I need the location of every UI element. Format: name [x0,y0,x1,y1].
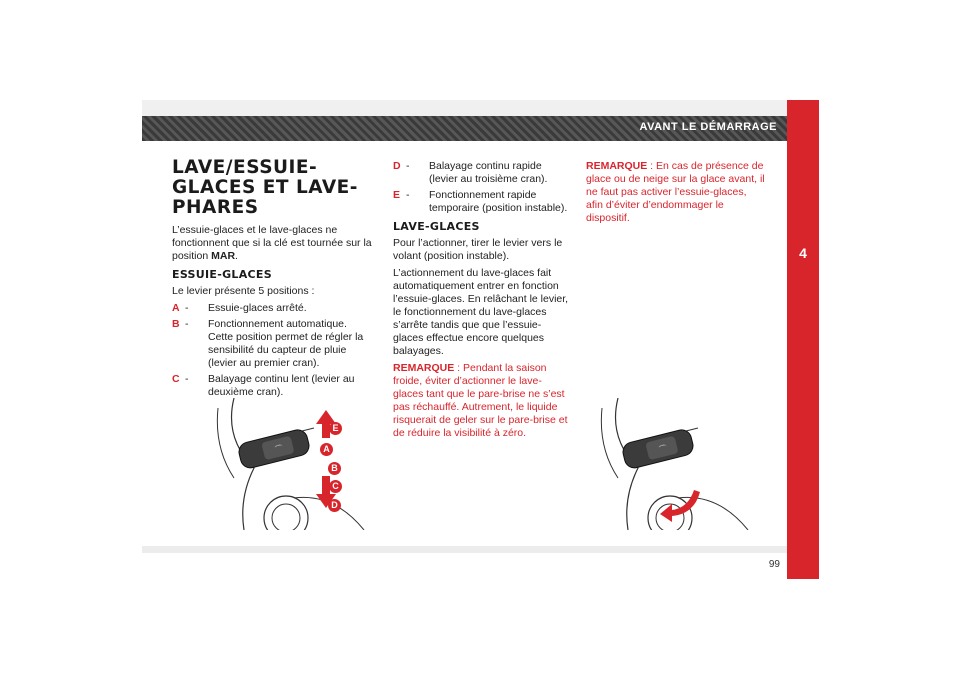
section-heading-washers: LAVE-GLACES [393,220,480,233]
washer-lever-figure [598,398,758,530]
column-2 [393,160,570,444]
footer-band [142,546,787,553]
svg-text:⌒: ⌒ [658,443,669,455]
key-position-mar: MAR [211,250,236,262]
figure-label-c: C [329,480,342,493]
list-item: C - Balayage continu lent (levier au deuxième cran). [172,373,355,398]
chapter-tab [787,100,819,579]
column-3 [586,160,766,229]
washer-para-2: L’actionnement du lave-glaces fait automatiquement entrer en fonction l’essuie-glaces. En relâchant le levier, le fonctionnement du lave-glaces s’arrête tandis que que l’essuie-glaces effectue encore quelques balayages. [393,267,569,357]
figure-label-a: A [320,443,333,456]
chapter-number: 4 [799,245,807,261]
washer-para-1: Pour l’actionner, tirer le levier vers le volant (position instable). [393,237,563,262]
page-number: 99 [768,559,780,570]
page-title: LAVE/ESSUIE-GLACES ET LAVE-PHARES [172,157,358,218]
list-item: D - Balayage continu rapide (levier au troisième cran). [393,160,548,185]
figure-label-d: D [328,499,341,512]
wiper-lever-figure [214,398,374,530]
intro-paragraph: L’essuie-glaces et le lave-glaces ne fonctionnent que si la clé est tournée sur la position MAR. [172,224,372,262]
list-item: E - Fonctionnement rapide temporaire (position instable). [393,189,568,214]
figure-label-e: E [329,422,342,435]
column-1 [172,158,372,402]
remark-paragraph: REMARQUE : Pendant la saison froide, éviter d’actionner le lave-glaces tant que le pare-brise ne s’est pas réchauffé. Autrement, le liquide risquerait de geler sur le pare-brise et de réduire la visibilité à zéro. [393,362,568,439]
top-band [142,100,787,116]
section-heading-wipers: ESSUIE-GLACES [172,268,272,281]
list-item: A - Essuie-glaces arrêté. [172,302,307,314]
svg-text:⌒: ⌒ [274,443,285,455]
lever-illustration [598,398,758,530]
figure-label-b: B [328,462,341,475]
section-header-band [142,116,787,141]
remark-paragraph: REMARQUE : En cas de présence de glace ou de neige sur la glace avant, il ne faut pas activer l’essuie-glaces, afin d’éviter d’endommager le dispositif. [586,160,765,224]
section-title: AVANT LE DÉMARRAGE [639,121,777,133]
lever-illustration [214,398,374,530]
list-item: B - Fonctionnement automatique. Cette position permet de régler la sensibilité du capteur de pluie (levier au premier cran). [172,318,364,369]
positions-intro: Le levier présente 5 positions : [172,285,315,297]
